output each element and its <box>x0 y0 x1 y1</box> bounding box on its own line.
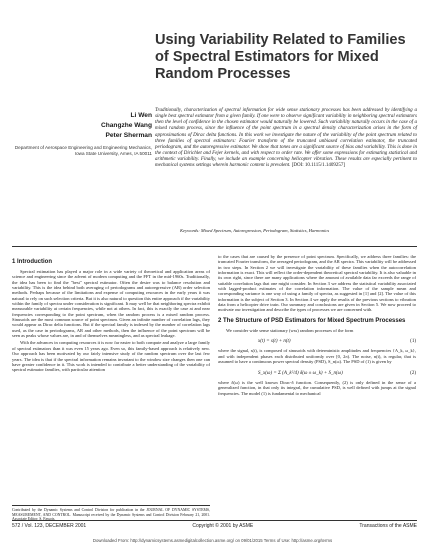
footer-copyright: Copyright © 2001 by ASME <box>192 523 254 529</box>
header-divider <box>12 246 417 247</box>
right-column <box>218 254 416 398</box>
author-name: Li Wen <box>130 112 152 119</box>
section-heading-psd: 2 The Structure of PSD Estimators for Mixed Spectrum Processes <box>218 317 406 324</box>
body-paragraph: Spectral estimation has played a major role in a wide variety of theoretical and application areas of science and engineering since the advent of modern computing and the FFT in the mid-1960s. Traditionally, the idea has been to find the "best" spectral estimator. Often the desire was to balance resolution and variability. This is the idea behind both averaging of periodograms and autoregressive (AR) order selection methods. Perhaps because of the limitations and expense of computing resources in the early years it was natural to rely on such selection criteria. But it is also natural to question this entire approach if the variability within the family of spectra under consideration is significant. It may well be that neighboring spectra exhibit measurable variability at certain frequencies, while not at others. In fact, this is exactly the case at and near frequencies corresponding to the point spectrum, when the random process is a mixed random process. Sinusoids are the most common source of point spectrum. Given an infinite number of correlation lags, they would appear as Dirac delta functions. But if the spectral family is indexed by the number of correlation lags used, as the case in periodograms, AR and other methods, then the influence of the point spectrum will be seen as peaks whose values are, in and of themselves meaningless, and as spectral leakage. <box>12 269 210 339</box>
keywords: Keywords: Mixed Spectrum, Autoregression, Periodogram, Statistics, Harmonics <box>180 228 330 233</box>
body-paragraph: We consider wide sense stationary (wss) random processes of the form <box>226 327 354 333</box>
equation-1 <box>218 335 416 348</box>
footer-journal: Transactions of the ASME <box>359 523 417 529</box>
abstract <box>155 108 417 170</box>
body-paragraph: With the advances in computing resources it is now far easier to both compute and analyze a large family of spectral estimators than it was even 15 years ago. Even so, this family-based approach is relatively new. Our approach has been motivated by our fairly intensive study of the random spectrum over the last few years. The idea is that if the spectral information remains invariant to the window size changes then one can have greater confidence in it. This work is intended to contribute a better understanding of the variability of spectral estimator families, with particular attention <box>12 340 210 373</box>
body-paragraph: to the cases that are caused by the presence of point spectrum. Specifically, we address three families: the truncated Fourier transform, the averaged periodogram, and the AR spectra. This variability will be addressed in two steps. In Section 2 we will investigate the variability of these families when the autocorrelation information is exact. This will reflect the order-dependent theoretical spectral variability. It is also valuable in its own right, since there are many applications where the amount of available data far exceeds the range of suitable correlation lags that one might consider. In Section 3 we address the statistical variability associated with lagged-product estimates of the correlation information. The value of the sample mean and corresponding variance is one way of using a family of spectra, as suggested in [1] and [2]. The value of this information is the subject of Section 3. In Section 4 we apply the results of the previous sections to vibration data from a helicopter drive train. Our summary and conclusions are given in Section 5. We now proceed to motivate our investigation and describe the types of processes we are concerned with. <box>218 254 416 313</box>
equation-text: x(t) = s(t) + n(t) <box>258 339 291 345</box>
equation-number: (2) <box>410 370 416 376</box>
equation-2 <box>218 367 416 380</box>
footer-page-info: 572 / Vol. 123, DECEMBER 2001 <box>12 523 87 529</box>
paper-title: Using Variability Related to Families of Spectral Estimators for Mixed Random Processes <box>155 32 406 82</box>
author-affiliation: Department of Aerospace Engineering and Engineering Mechanics, Iowa State University, Ames, IA 50011 <box>14 145 152 156</box>
abstract-text: Traditionally, characterization of spectral information for wide sense stationary processes has been addressed by identifying a single best spectral estimator from a given family. If one were to observe significant variability in neighboring spectral estimators then the level of confidence in the chosen estimator would naturally be lowered. Such variability naturally occurs in the case of a mixed random process, since the influence of the point spectrum in a spectral density characterization arises in the form of approximations of Dirac delta functions. In this work we investigate the nature of the variability of the point spectrum related to three families of spectral estimators: Fourier transform of the truncated unbiased correlation estimator, the truncated periodogram, and the autoregressive estimator. We show that tones are a significant source of bias and variability. This is done in the context of Dirichlet and Fejer kernels, and with respect to order rate. We offer some expressions for estimating statistical and arithmetic variability. Finally, we include an example concerning helicopter vibration. These results are especially pertinent to mechanical systems settings wherein harmonic content is prevalent. <box>155 108 417 169</box>
download-notice: Downloaded From: http://dynamicsystems.asmedigitalcollection.asme.org/ on 09/01/2015 Terms of Use: http://asme.org/terms <box>92 538 333 543</box>
author-name: Peter Sherman <box>105 132 152 139</box>
author-name: Changzhe Wang <box>100 122 152 129</box>
body-paragraph: where δ(ω) is the well known Dirac-δ function. Consequently, (2) is only defined in the sense of a generalized function, in that only its integral, the cumulative PSD, is well defined with jumps at the signal frequencies. The model (1) is fundamental to mechanical <box>218 379 416 396</box>
section-heading-introduction: 1 Introduction <box>12 259 52 265</box>
footnote: Contributed by the Dynamic Systems and Control Division for publication in the JOURNAL OF DYNAMIC SYSTEMS, MEASUREMENT, AND CONTROL. Manuscript received by the Dynamic Systems and Control Division February 21, 2001. Associate Editor: S. Fassois. <box>12 505 210 522</box>
equation-text: S_x(ω) = Σ (A_k²/4) δ(ω ± ω_k) + S_n(ω) <box>258 370 343 376</box>
doi: [DOI: 10.1115/1.1409257] <box>291 163 346 169</box>
page-footer <box>12 520 417 529</box>
left-column <box>12 254 210 375</box>
equation-number: (1) <box>410 339 416 345</box>
author-block <box>12 111 152 156</box>
body-paragraph: where the signal, s(t), is composed of sinusoids with deterministic amplitudes and frequencies {A_k, ω_k}, and with independent phases each distributed uniformly over [0, 2π). The noise, n(t), is regular, that is assumed to have a continuous power spectral density (PSD), S_n(ω). The PSD of (1) is given by <box>218 348 416 365</box>
